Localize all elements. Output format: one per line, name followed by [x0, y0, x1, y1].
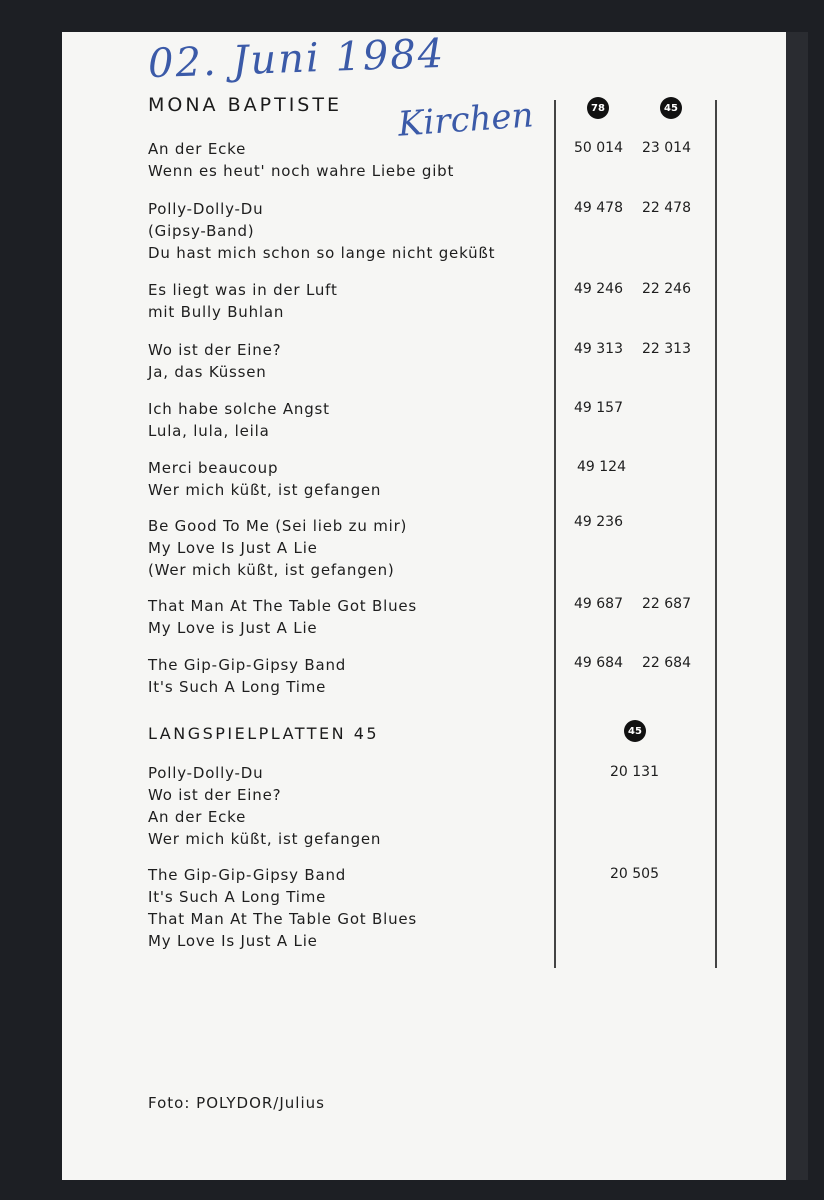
song-title: Merci beaucoup: [148, 459, 279, 477]
record-45-badge-icon: 45: [660, 97, 682, 119]
list-item: [148, 515, 748, 581]
song-title: Be Good To Me (Sei lieb zu mir): [148, 517, 408, 535]
catalog-number-45: 22 478: [642, 200, 691, 216]
record-78-badge-icon: 78: [587, 97, 609, 119]
song-title: mit Bully Buhlan: [148, 303, 285, 321]
card-edge-shadow: [786, 32, 808, 1180]
lp-section-title: LANGSPIELPLATTEN 45: [148, 724, 380, 743]
song-title: That Man At The Table Got Blues: [148, 910, 418, 928]
catalog-number-45: 22 687: [642, 596, 691, 612]
song-title: Wo ist der Eine?: [148, 786, 282, 804]
record-45-badge-icon: 45: [624, 720, 646, 742]
catalog-number-78: 50 014: [574, 140, 623, 156]
song-title: (Gipsy-Band): [148, 222, 255, 240]
song-title: My Love Is Just A Lie: [148, 932, 318, 950]
song-title: Lula, lula, leila: [148, 422, 270, 440]
song-title: (Wer mich küßt, ist gefangen): [148, 561, 395, 579]
song-title: An der Ecke: [148, 808, 247, 826]
list-item: [148, 457, 748, 501]
song-title: My Love is Just A Lie: [148, 619, 318, 637]
song-title: Polly-Dolly-Du: [148, 200, 264, 218]
song-title: Ich habe solche Angst: [148, 400, 330, 418]
catalog-number-45: 22 246: [642, 281, 691, 297]
lp-catalog-number: 20 505: [610, 866, 659, 882]
song-title: It's Such A Long Time: [148, 888, 327, 906]
catalog-number-78: 49 236: [574, 514, 623, 530]
catalog-number-78: 49 478: [574, 200, 623, 216]
artist-name: MONA BAPTISTE: [148, 94, 342, 116]
song-title: Es liegt was in der Luft: [148, 281, 338, 299]
lp-catalog-number: 20 131: [610, 764, 659, 780]
catalog-number-45: 22 684: [642, 655, 691, 671]
handwritten-date: 02. Juni 1984: [147, 30, 446, 88]
song-title: Polly-Dolly-Du: [148, 764, 264, 782]
catalog-number-78: 49 684: [574, 655, 623, 671]
catalog-number-78: 49 246: [574, 281, 623, 297]
song-title: An der Ecke: [148, 140, 247, 158]
handwritten-place: Kirchen: [396, 95, 535, 145]
song-title: Du hast mich schon so lange nicht geküßt: [148, 244, 496, 262]
song-title: That Man At The Table Got Blues: [148, 597, 418, 615]
song-title: Wo ist der Eine?: [148, 341, 282, 359]
photo-credit: Foto: POLYDOR/Julius: [148, 1094, 325, 1112]
catalog-number-78: 49 313: [574, 341, 623, 357]
catalog-number-78: 49 157: [574, 400, 623, 416]
song-title: Wer mich küßt, ist gefangen: [148, 481, 382, 499]
song-title: Wenn es heut' noch wahre Liebe gibt: [148, 162, 455, 180]
song-title: Ja, das Küssen: [148, 363, 267, 381]
catalog-number-45: 22 313: [642, 341, 691, 357]
list-item: [148, 398, 748, 442]
song-title: The Gip-Gip-Gipsy Band: [148, 866, 347, 884]
catalog-number-78: 49 687: [574, 596, 623, 612]
catalog-number-45: 23 014: [642, 140, 691, 156]
song-title: The Gip-Gip-Gipsy Band: [148, 656, 347, 674]
song-title: Wer mich küßt, ist gefangen: [148, 830, 382, 848]
song-title: My Love Is Just A Lie: [148, 539, 318, 557]
catalog-number-78: 49 124: [577, 459, 626, 475]
song-title: It's Such A Long Time: [148, 678, 327, 696]
